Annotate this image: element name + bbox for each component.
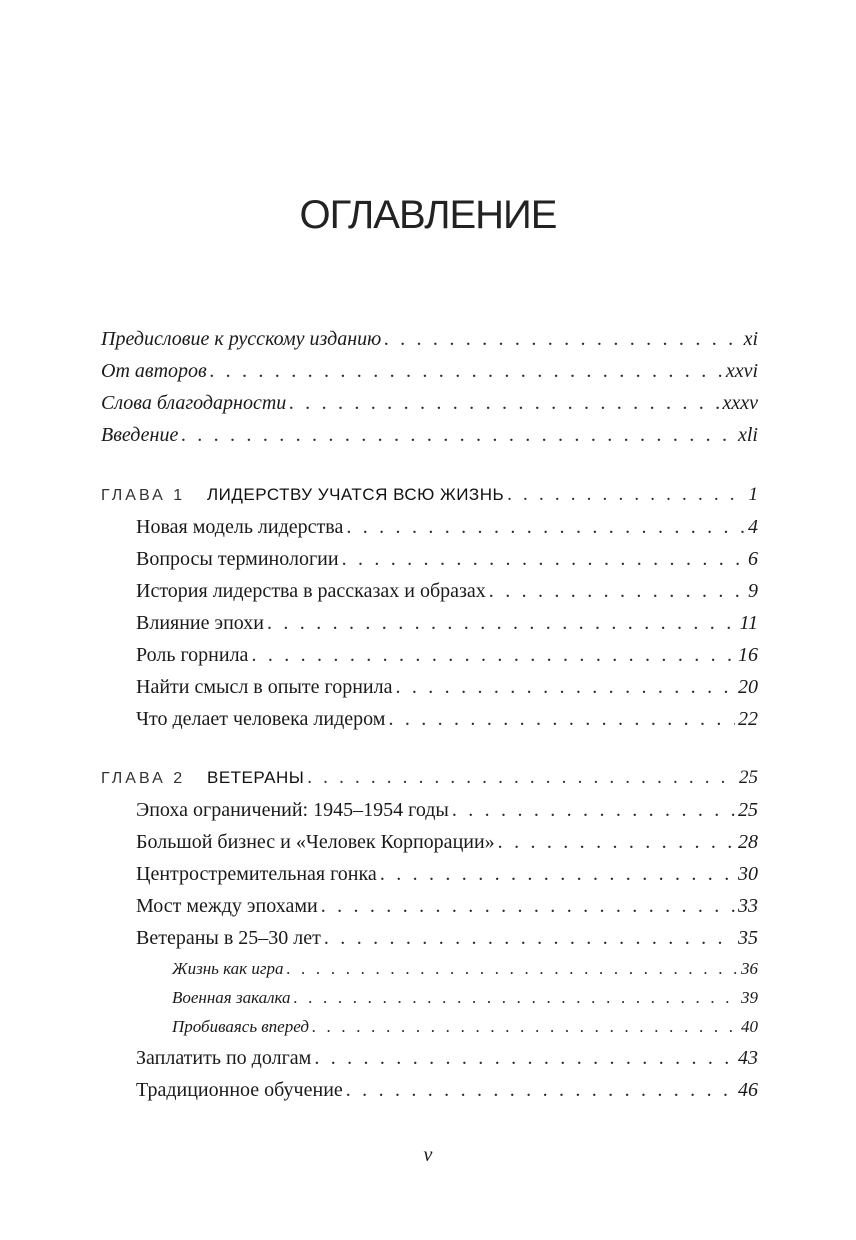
- toc-entry-label: Ветераны в 25–30 лет: [136, 927, 321, 949]
- toc-entry[interactable]: [136, 612, 758, 635]
- chapter-number: ГЛАВА 2: [101, 770, 186, 787]
- toc-entry[interactable]: [136, 831, 758, 854]
- toc-entry-label: Пробиваясь вперед: [172, 1017, 309, 1036]
- toc-entry-label: Слова благодарности: [101, 392, 287, 414]
- toc-entry-label: От авторов: [101, 360, 207, 382]
- toc-entry-page: xxvi: [725, 360, 758, 382]
- toc-entry-label: Влияние эпохи: [136, 612, 264, 634]
- dot-leader: [342, 548, 745, 571]
- toc-entry-page: 43: [738, 1047, 758, 1069]
- dot-leader: [324, 927, 735, 950]
- toc-entry[interactable]: [101, 392, 758, 415]
- dot-leader: [307, 767, 736, 789]
- toc-entry[interactable]: [101, 328, 758, 351]
- toc-entry-label: Центростремительная гонка: [136, 863, 377, 885]
- toc-entry-page: 35: [738, 927, 758, 949]
- toc-entry[interactable]: [136, 863, 758, 886]
- dot-leader: [314, 1047, 735, 1070]
- toc-entry-page: 33: [738, 895, 758, 917]
- toc-entry[interactable]: [136, 895, 758, 918]
- chapter-number: ГЛАВА 1: [101, 487, 186, 504]
- dot-leader: [181, 424, 735, 447]
- dot-leader: [210, 360, 723, 383]
- toc-entry-label: Введение: [101, 424, 179, 446]
- toc-subentry[interactable]: [172, 959, 758, 979]
- toc-entry-page: 30: [738, 863, 758, 885]
- toc-entry[interactable]: [136, 1047, 758, 1070]
- toc-entry[interactable]: [136, 548, 758, 571]
- chapter-heading[interactable]: [101, 767, 758, 789]
- toc-entry-label: Эпоха ограничений: 1945–1954 годы: [136, 799, 449, 821]
- toc-entry-label: Военная закалка: [172, 988, 291, 1007]
- dot-leader: [384, 328, 740, 351]
- dot-leader: [267, 612, 736, 635]
- toc-entry-label: Роль горнила: [136, 644, 249, 666]
- toc-entry[interactable]: [101, 360, 758, 383]
- chapter-page: 1: [748, 484, 758, 505]
- toc-entry-label: Найти смысл в опыте горнила: [136, 676, 393, 698]
- page-title: ОГЛАВЛЕНИЕ: [299, 193, 557, 237]
- toc-entry-label: Предисловие к русскому изданию: [101, 328, 382, 350]
- toc-entry-label: История лидерства в рассказах и образах: [136, 580, 486, 602]
- dot-leader: [452, 799, 735, 822]
- dot-leader: [346, 516, 745, 539]
- chapter-heading[interactable]: [101, 484, 758, 506]
- dot-leader: [489, 580, 745, 603]
- chapter-title: ВЕТЕРАНЫ: [207, 768, 305, 787]
- toc-entry-page: 46: [738, 1079, 758, 1101]
- toc-entry-page: xi: [743, 328, 758, 350]
- toc-entry-page: 9: [748, 580, 758, 602]
- dot-leader: [321, 895, 735, 918]
- toc-entry-label: Мост между эпохами: [136, 895, 318, 917]
- dot-leader: [346, 1079, 735, 1102]
- toc-entry-label: Традиционное обучение: [136, 1079, 343, 1101]
- dot-leader: [287, 959, 739, 979]
- toc-entry-label: Вопросы терминологии: [136, 548, 339, 570]
- dot-leader: [395, 676, 735, 699]
- toc-entry-page: 40: [741, 1017, 758, 1036]
- dot-leader: [312, 1017, 738, 1037]
- toc-entry[interactable]: [136, 516, 758, 539]
- toc-entry[interactable]: [136, 927, 758, 950]
- toc-entry-page: 22: [738, 708, 758, 730]
- toc-entry-label: Новая модель лидерства: [136, 516, 344, 538]
- toc-entry-page: 36: [741, 959, 758, 978]
- toc-entry-label: Заплатить по долгам: [136, 1047, 312, 1069]
- dot-leader: [498, 831, 735, 854]
- dot-leader: [294, 988, 738, 1008]
- toc-entry-page: 16: [738, 644, 758, 666]
- toc-entry[interactable]: [136, 1079, 758, 1102]
- toc-entry[interactable]: [136, 580, 758, 603]
- dot-leader: [289, 392, 719, 415]
- toc-entry-page: 25: [738, 799, 758, 821]
- toc-entry[interactable]: [136, 676, 758, 699]
- dot-leader: [380, 863, 735, 886]
- dot-leader: [507, 484, 745, 506]
- toc-entry[interactable]: [101, 424, 758, 447]
- toc-entry-label: Большой бизнес и «Человек Корпорации»: [136, 831, 495, 853]
- toc-entry[interactable]: [136, 708, 758, 731]
- toc-subentry[interactable]: [172, 1017, 758, 1037]
- toc-entry[interactable]: [136, 644, 758, 667]
- toc-subentry[interactable]: [172, 988, 758, 1008]
- dot-leader: [388, 708, 735, 731]
- chapter-page: 25: [739, 767, 758, 788]
- toc-entry[interactable]: [136, 799, 758, 822]
- toc-entry-page: xxxv: [722, 392, 758, 414]
- toc-entry-page: 11: [739, 612, 758, 634]
- toc-entry-page: 4: [748, 516, 758, 538]
- toc-entry-page: 28: [738, 831, 758, 853]
- toc-entry-page: 20: [738, 676, 758, 698]
- toc-entry-page: 39: [741, 988, 758, 1007]
- toc-entry-label: Жизнь как игра: [172, 959, 284, 978]
- dot-leader: [251, 644, 735, 667]
- toc-entry-label: Что делает человека лидером: [136, 708, 386, 730]
- toc-entry-page: 6: [748, 548, 758, 570]
- chapter-title: ЛИДЕРСТВУ УЧАТСЯ ВСЮ ЖИЗНЬ: [207, 485, 505, 504]
- page-number: v: [423, 1144, 433, 1166]
- toc-entry-page: xli: [738, 424, 758, 446]
